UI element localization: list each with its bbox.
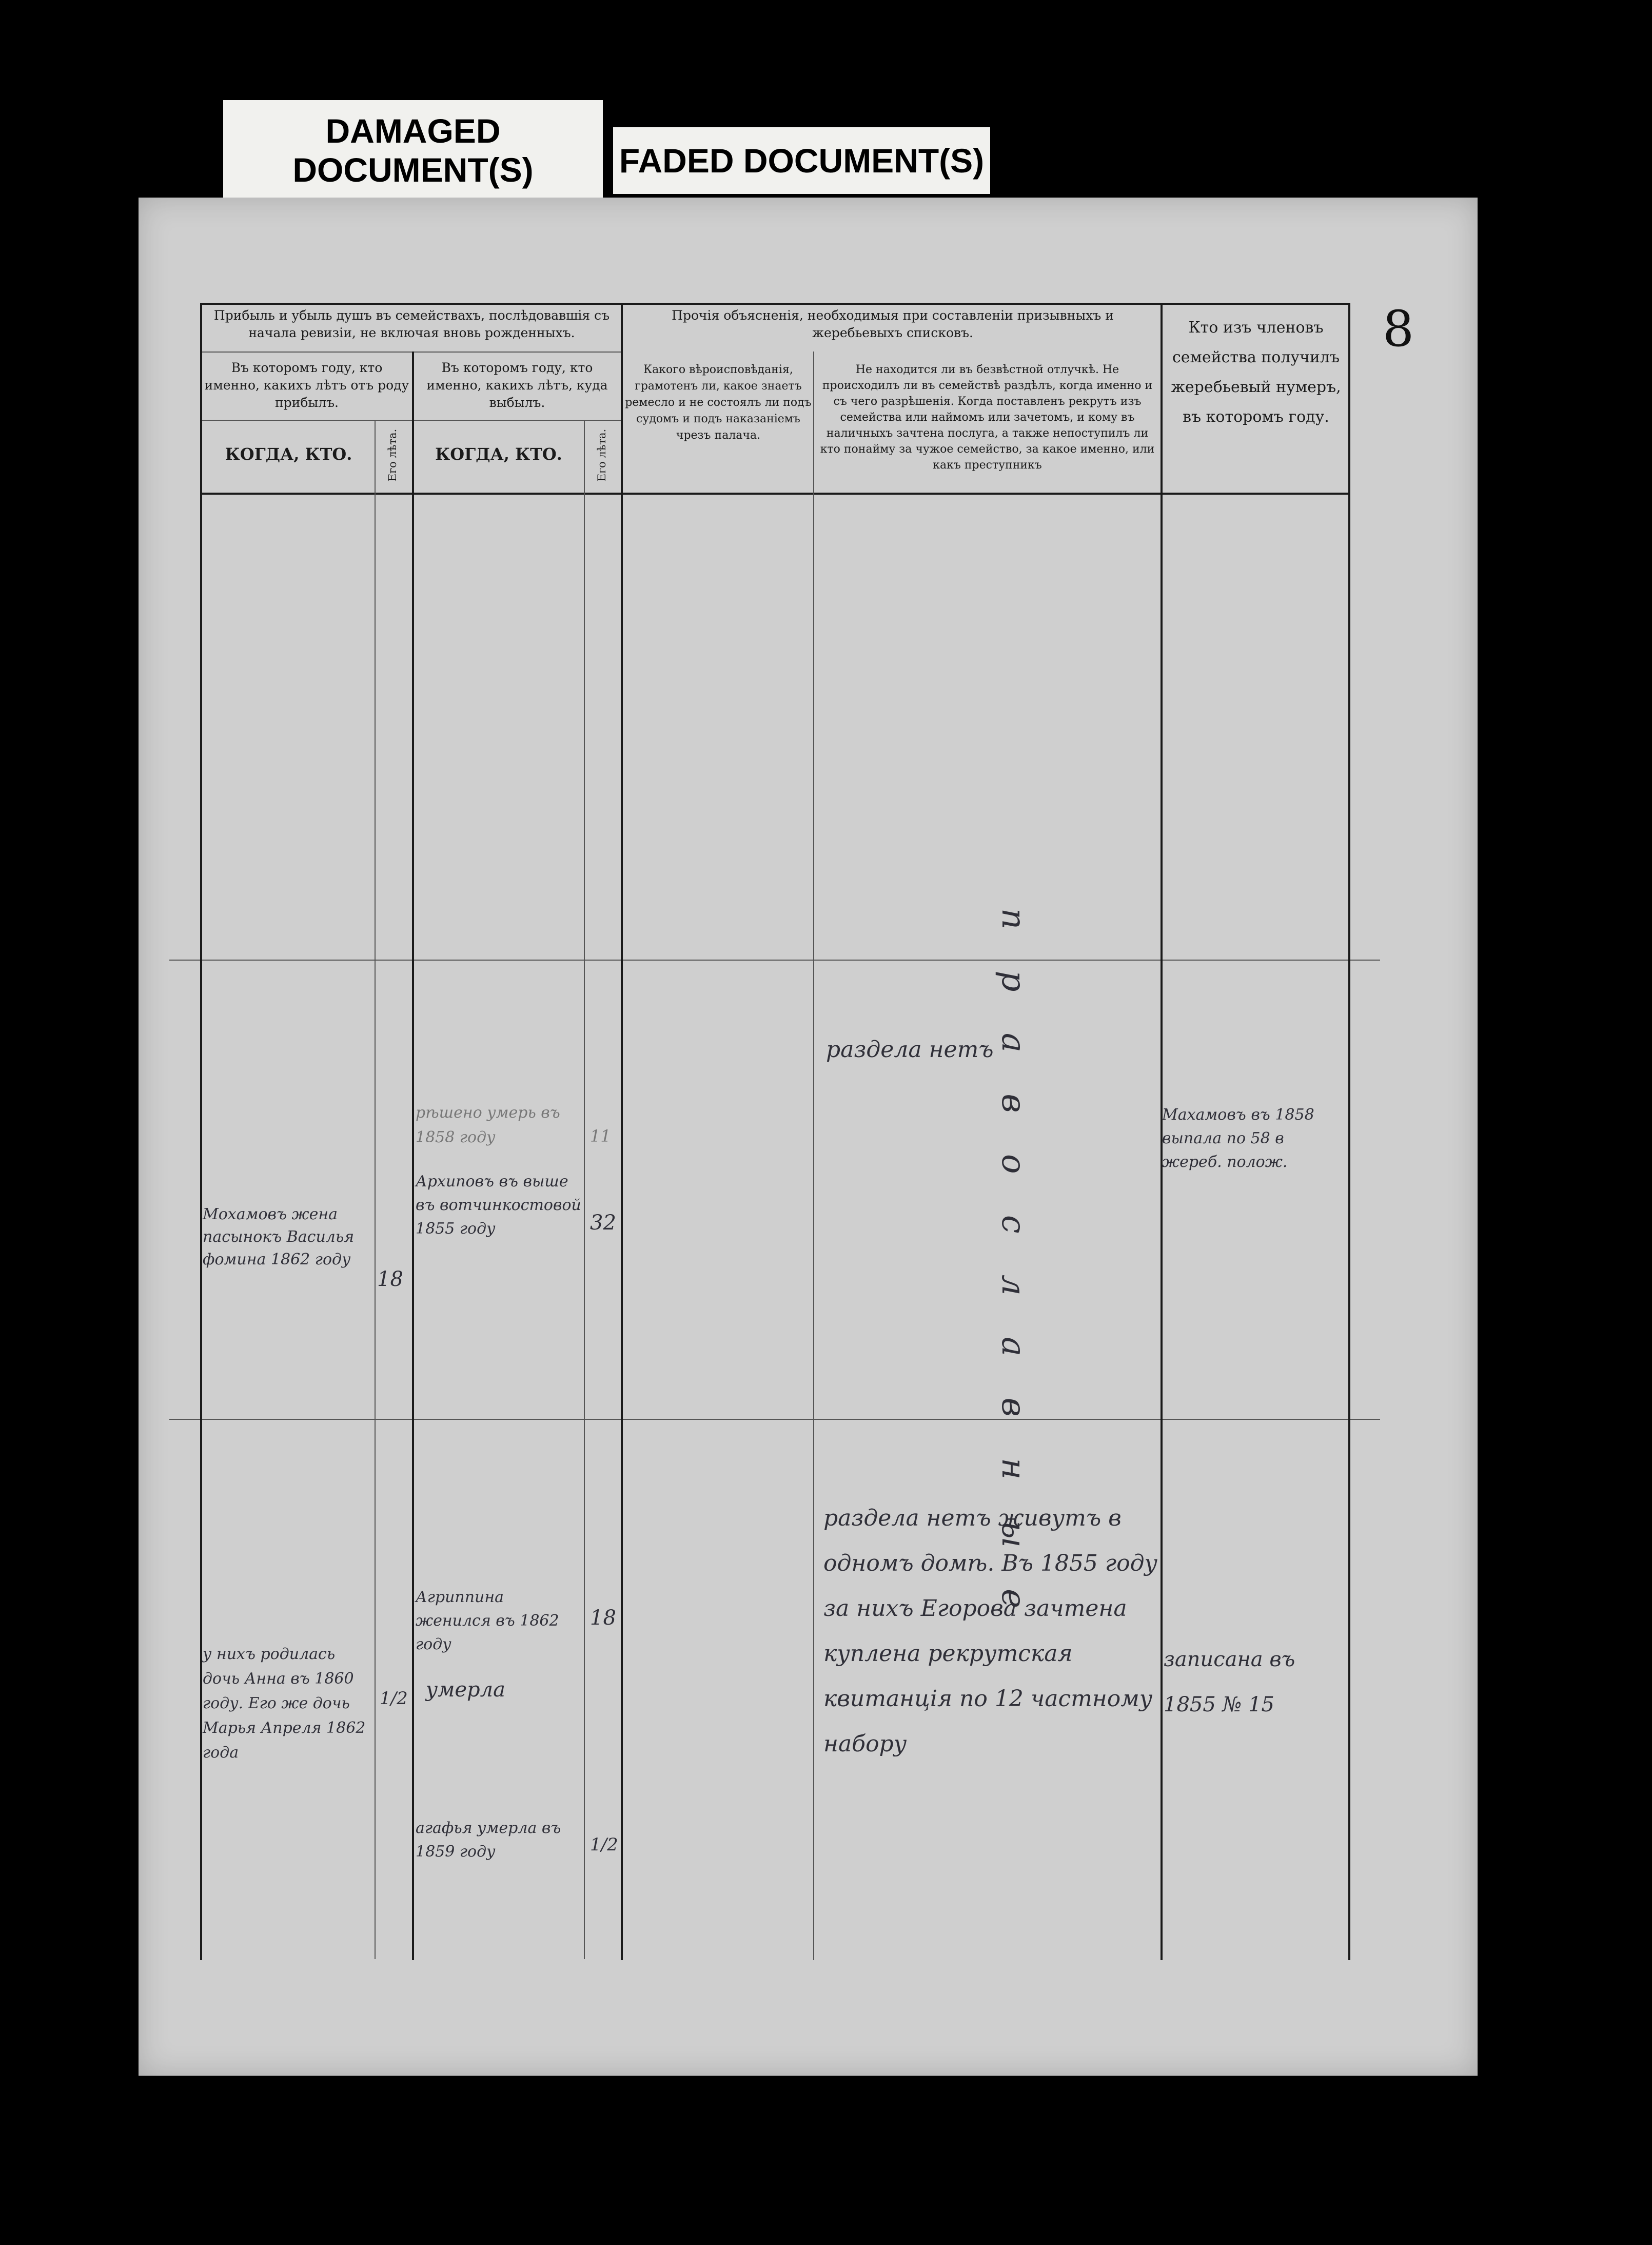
lot-column-header: Кто изъ членовъ семейства получилъ жеребьевый нумеръ, въ которомъ году. [1171, 319, 1341, 426]
row3-departed-1-age: 18 [590, 1606, 616, 1630]
row2-departed-name: Архиповъ въ выше въ вотчинкостовой 1855 году [416, 1173, 581, 1238]
row3-departed-3: агафья умерла въ 1859 году [416, 1819, 561, 1861]
header-bottom-border [200, 493, 1349, 495]
subheader-divider-arrival [201, 420, 621, 421]
row2-absence: раздела нетъ [826, 1037, 994, 1063]
col-arrived-age-left [375, 420, 376, 1959]
row3-departed-1: Агриппина женился въ 1862 году [416, 1588, 559, 1653]
when-who-departed: КОГДА, КТО. [435, 444, 562, 464]
page-number: 8 [1383, 300, 1414, 358]
table-left-border [200, 303, 202, 1960]
row-divider-2 [169, 1419, 1380, 1420]
row2-arrived-name: Мохамовъ жена пасынокъ Василья фомина 1862 году [203, 1205, 355, 1268]
when-who-arrived: КОГДА, КТО. [225, 444, 352, 464]
row3-absence: раздела нетъ живутъ в одномъ домѣ. Въ 1855 году за нихъ Егорова зачтена куплена рекрутская квитанція по 12 частному набору [823, 1505, 1158, 1757]
age-departed-header: Его лѣта. [596, 428, 608, 482]
table-right-border [1348, 303, 1350, 1960]
subheader-divider-left [201, 352, 621, 353]
col-absence-left [813, 352, 814, 1960]
table-top-border [200, 303, 1349, 305]
damaged-document-label: DAMAGED DOCUMENT(S) [223, 100, 603, 198]
row2-departed-age: 32 [590, 1211, 616, 1235]
col-faith-left [621, 303, 623, 1960]
col-departed-age-left [584, 420, 585, 1959]
other-explanations-title: Прочія объясненія, необходимыя при составленіи призывныхъ и жеребьевыхъ списковъ. [672, 308, 1114, 340]
row2-departed-faded: рѣшено умерь въ 1858 году [416, 1104, 560, 1146]
faith-vertical-entry: п р а в о с л а в н ы е [994, 908, 1032, 1624]
faded-document-label: FADED DOCUMENT(S) [613, 127, 990, 194]
arrived-subtitle: Въ которомъ году, кто именно, какихъ лѣтъ отъ роду прибылъ. [204, 360, 409, 410]
row2-arrived-age: 18 [377, 1267, 403, 1291]
row3-departed-2: умерла [426, 1678, 505, 1702]
row3-lot: записана въ 1855 № 15 [1164, 1648, 1295, 1716]
row2-lot: Махамовъ въ 1858 выпала по 58 в жереб. полож. [1162, 1106, 1314, 1171]
row2-departed-faded-age: 11 [590, 1126, 611, 1146]
row3-arrived-name: у нихъ родилась дочь Анна въ 1860 году. Его же дочь Марья Апреля 1862 года [203, 1645, 366, 1762]
row3-departed-3-age: 1/2 [590, 1834, 618, 1855]
departed-subtitle: Въ которомъ году, кто именно, какихъ лѣтъ, куда выбылъ. [426, 360, 608, 410]
row-divider-1 [169, 960, 1380, 961]
faith-column-header: Какого вѣроисповѣданія, грамотенъ ли, какое знаетъ ремесло и не состоялъ ли подъ судомъ и подъ наказаніемъ чрезъ палача. [625, 363, 812, 442]
absence-column-header: Не находится ли въ безвѣстной отлучкѣ. Не происходилъ ли въ семействѣ раздѣлъ, когда именно и съ чего разрѣшенія. Когда поставленъ рекрутъ изъ семейства или наймомъ или зачетомъ, и кому въ наличныхъ зачтена послуга, а также непоступилъ ли кто понайму за чужое семейство, за какое именно, или какъ преступникъ [820, 363, 1155, 472]
col-departed-left [412, 352, 414, 1960]
row3-arrived-age: 1/2 [380, 1688, 408, 1709]
age-arrived-header: Его лѣта. [386, 428, 399, 482]
arrivals-departures-title: Прибыль и убыль душъ въ семействахъ, послѣдовавшія съ начала ревизіи, не включая вновь рожденныхъ. [213, 308, 610, 340]
